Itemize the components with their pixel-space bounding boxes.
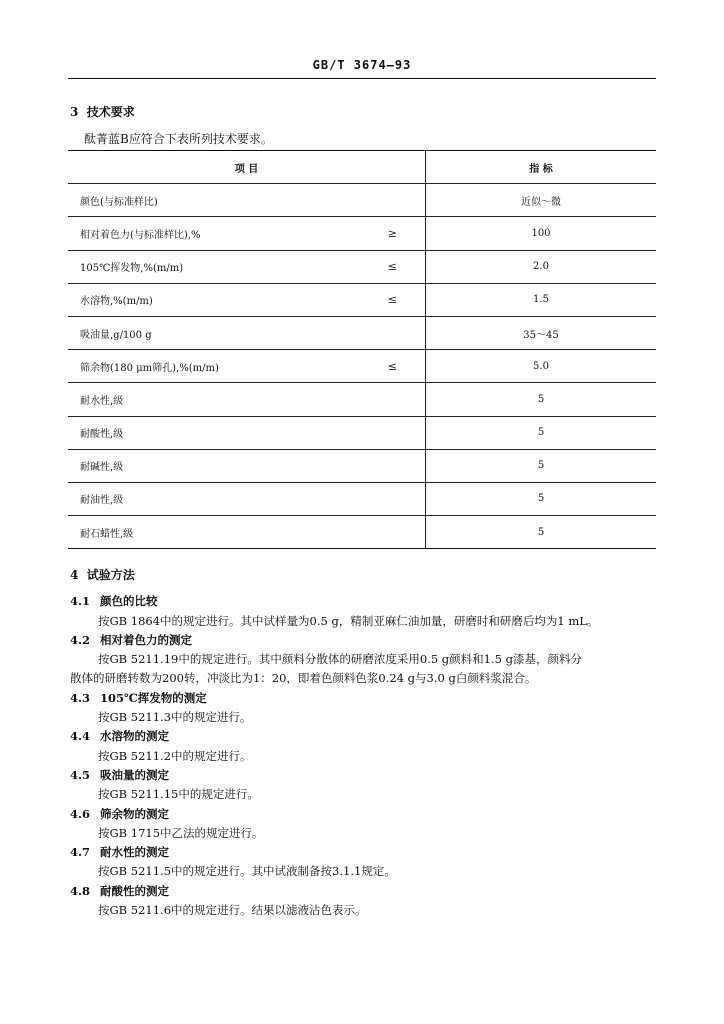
row-value-cell: 100 [426,217,657,250]
method-number: 4.3 [70,690,91,705]
method-heading [70,766,660,785]
method-title: 105℃挥发物的测定 [100,690,207,705]
row-value-cell: 1.5 [426,283,657,316]
table-row [68,184,656,217]
table-row [68,217,656,250]
method-heading [70,592,660,611]
method-list [70,592,660,920]
method-heading [70,805,660,824]
method-body: 按GB 5211.2中的规定进行。 [98,748,252,763]
method-body: 按GB 1864中的规定进行。其中试样量为0.5 g，精制亚麻仁油加量，研磨时和研磨后均为1 mL。 [98,613,599,628]
row-item-label: 105℃挥发物,%(m/m) [80,263,184,275]
row-value-cell: 5 [426,482,657,515]
method-heading [70,631,660,650]
row-value-cell: 近似～微 [426,184,657,217]
header-rule [68,78,656,79]
row-item-cell [68,250,426,283]
table-row [68,383,656,416]
section-4-number: 4 [70,568,79,582]
row-item-label: 筛余物(180 μm筛孔),%(m/m) [80,362,219,374]
method-title: 水溶物的测定 [100,729,169,744]
method-title: 相对着色力的测定 [100,632,192,647]
method-number: 4.2 [70,632,91,647]
row-item-label: 颜色(与标准样比) [80,196,158,208]
table-row [68,283,656,316]
table-row [68,449,656,482]
row-item-label: 相对着色力(与标准样比),% [80,229,201,241]
row-item-label: 耐油性,级 [80,495,124,507]
section-3-intro: 酞菁蓝B应符合下表所列技术要求。 [84,132,273,146]
method-number: 4.8 [70,883,91,898]
table-row [68,416,656,449]
row-item-cell [68,416,426,449]
method-body: 按GB 5211.19中的规定进行。其中颜料分散体的研磨浓度采用0.5 g颜料和1.5 g漆基，颜料分 [98,652,582,667]
method-title: 颜色的比较 [100,594,158,609]
row-item-label: 吸油量,g/100 g [80,329,152,341]
row-item-label: 耐酸性,级 [80,429,124,441]
method-number: 4.1 [70,594,91,609]
method-heading [70,727,660,746]
method-number: 4.6 [70,806,91,821]
row-item-cell [68,516,426,549]
row-item-label: 耐碱性,级 [80,462,124,474]
section-3-heading [70,103,135,120]
table-row [68,482,656,515]
section-3-number: 3 [70,105,79,119]
header-value: 指 标 [426,151,657,184]
method-title: 吸油量的测定 [100,767,169,782]
row-item-cell [68,283,426,316]
table-row [68,316,656,349]
section-3-title: 技术要求 [86,105,135,119]
row-item-cell [68,383,426,416]
section-4-heading [70,566,660,585]
method-number: 4.4 [70,729,91,744]
row-value-cell: 5 [426,449,657,482]
row-item-cell [68,217,426,250]
table-row [68,250,656,283]
row-value-cell: 5.0 [426,350,657,383]
table-row [68,516,656,549]
method-body: 按GB 1715中乙法的规定进行。 [98,825,264,840]
method-heading [70,882,660,901]
row-relation-symbol: ≥ [387,226,397,240]
section-4-methods [70,566,660,920]
row-item-label: 耐水性,级 [80,395,124,407]
table-row [68,350,656,383]
row-item-cell [68,350,426,383]
header-item: 项 目 [68,151,426,184]
method-title: 耐水性的测定 [100,845,169,860]
method-heading [70,689,660,708]
method-body: 按GB 5211.3中的规定进行。 [98,710,252,725]
row-relation-symbol: ≤ [387,260,397,274]
section-4-title: 试验方法 [86,568,135,582]
row-value-cell: 5 [426,416,657,449]
row-item-label: 水溶物,%(m/m) [80,296,153,308]
row-value-cell: 2.0 [426,250,657,283]
row-item-cell [68,449,426,482]
method-body-continued: 散体的研磨转数为200转，冲淡比为1：20，即着色颜料色浆0.24 g与3.0 g白颜料浆混合。 [70,671,537,686]
method-body: 按GB 5211.15中的规定进行。 [98,787,259,802]
method-title: 耐酸性的测定 [100,883,169,898]
row-value-cell: 35～45 [426,316,657,349]
row-value-cell: 5 [426,516,657,549]
method-number: 4.5 [70,767,91,782]
row-item-cell [68,482,426,515]
row-value-cell: 5 [426,383,657,416]
row-relation-symbol: ≤ [387,293,397,307]
technical-requirements-table [68,150,656,549]
method-number: 4.7 [70,845,91,860]
method-title: 筛余物的测定 [100,806,169,821]
row-relation-symbol: ≤ [387,359,397,373]
row-item-label: 耐石蜡性,级 [80,528,134,540]
method-body: 按GB 5211.6中的规定进行。结果以滤液沾色表示。 [98,903,367,918]
document-code-header: GB/T 3674—93 [312,58,412,72]
method-heading [70,843,660,862]
row-item-cell [68,316,426,349]
method-body: 按GB 5211.5中的规定进行。其中试液制备按3.1.1规定。 [98,864,396,879]
table-header-row [68,151,656,184]
row-item-cell [68,184,426,217]
